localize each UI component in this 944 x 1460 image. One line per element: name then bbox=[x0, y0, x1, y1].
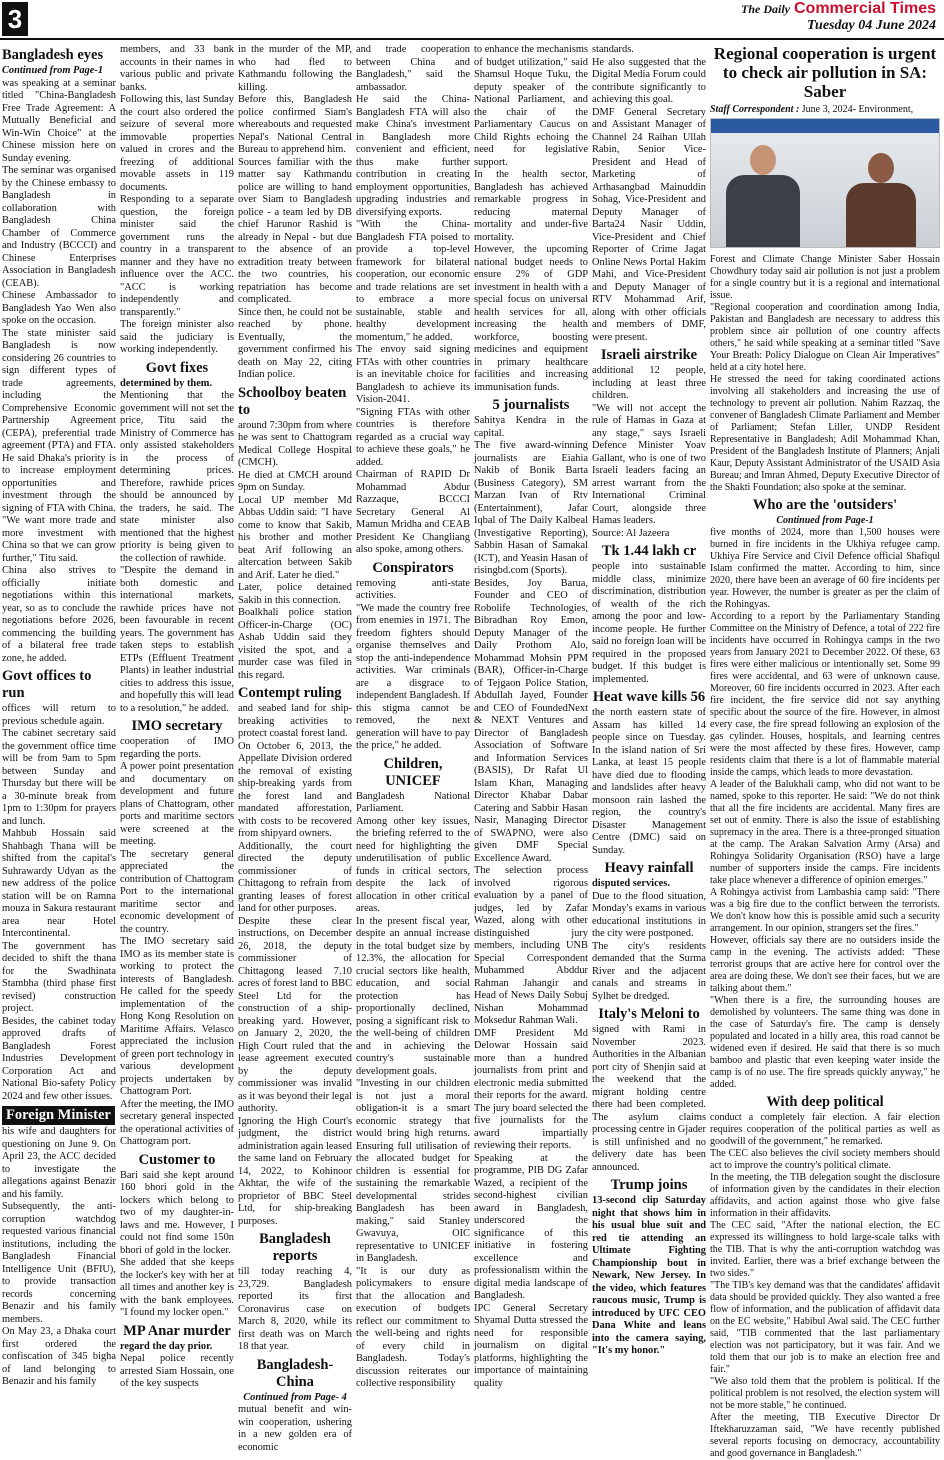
source-note: Source: Al Jazeera bbox=[592, 527, 670, 539]
paragraph: 13-second clip Saturday night that shows him in his usual blue suit and red tie attending an Ultimate Fighting Championship bout in Newark, New Jersey. In the video, which features raucous music, Trump is introduced by UFC CEO Dana White and leans into the camera saying, "It's my honor." bbox=[592, 1195, 706, 1356]
paragraph: The city's residents demanded that the Surma River and the adjacent canals and streams in Sylhet be dredged. bbox=[592, 940, 706, 1002]
paragraph: "We also told them that the problem is political. If the political problem is not resolved, the election system will not be more stable," he continued. bbox=[710, 1376, 940, 1411]
paper-brand: Commercial Times bbox=[794, 0, 936, 17]
column-1 bbox=[2, 44, 116, 1435]
paragraph: his wife and daughters for questioning on June 9. On April 23, the ACC decided to investigate the allegations against Benazir and his family. bbox=[2, 1126, 116, 1200]
paragraph: till today reaching 4, 23,729. Bangladesh reported its first Coronavirus case on March 8, 2020, while its first death was on March 18 that year. bbox=[238, 1266, 352, 1352]
dateline: June 3, 2024- Environment, bbox=[801, 104, 914, 115]
paragraph: She added that she keeps the locker's key with her at all times and another key is with the bank employees. "I found my locker open." bbox=[120, 1257, 234, 1318]
paragraph: in the murder of the MP, who had fled to Kathmandu following the killing. bbox=[238, 44, 352, 93]
paragraph: "We made the country free from enemies in 1971. The freedom fighters should organise themselves and stop the anti-independence activities. War criminals are a disgrace to independent Bangladesh. If this stigma cannot be removed, the next generation will have to pay the price," he added. bbox=[356, 602, 470, 751]
paragraph: was speaking at a seminar titled "China-Bangladesh Free Trade Agreement: A Mutually Beneficial and Win-Win Choice" at the Chinese mission here on Sunday evening. bbox=[2, 77, 116, 164]
photo-backdrop-banner bbox=[711, 119, 939, 133]
paragraph: According to a report by the Parliamentary Standing Committee on the Ministry of Defence, a total of 222 fire incidents have occurred in Rohingya camps in the two years from January 2021 to December 2022. Of these, 63 fires were either malicious or intentionally set. Some 99 fires were accidental, and 63 were of unknown cause. Moreover, 60 fire incidents occurred in 2023. After each fire incident, the fire service did not say anything specific about the source of the fire. However, in almost every case, the fire spread following an explosion of the gas cylinder. Houses, hospitals, and learning centres were the most affected by these fires. However, camp residents claim that there is a lot of flammable material inside the camps, which leads to more devastation. bbox=[710, 611, 940, 778]
paragraph: The cabinet secretary said the government office time will be from 9am to 5pm between Sunday and Thursday but there will be a 30-minute break from 1pm to 1:30pm for prayers and lunch. bbox=[2, 728, 116, 827]
paragraph: He died at CMCH around 9pm on Sunday. bbox=[238, 469, 352, 493]
paragraph: the north eastern state of Assam has killed 14 people since on Tuesday. In the island nation of Sri Lanka, at least 15 people have died due to flooding and landslides after heavy monsoon rain lashed the region, the country's Disaster Management Centre (DMC) said on Sunday. bbox=[592, 707, 706, 856]
paragraph: mutual benefit and win-win cooperation, ushering in a new golden era of economic bbox=[238, 1404, 352, 1453]
column-4 bbox=[356, 44, 470, 1435]
paragraph: Mahbub Hossain said Shahbagh Thana will be shifted from the capital's Suhrawardy Udyan as the new address of the police station will be on Ramna mouza in Sakura restaurant area near Hotel Intercontinental. bbox=[2, 828, 116, 939]
paragraph: Forest and Climate Change Minister Saber Hossain Chowdhury today said air pollution is not just a problem for a single country but it is a regional and international issue. bbox=[710, 254, 940, 301]
paragraph: Besides, Joy Barua, Founder and CEO of Robolife Technologies, Bibradhan Roy Emon, Deputy Manager of the Daily Prothom Alo, Mohammad Mohsin PPM (BAR), Officer-in-Charge of Tejgaon Police Station, Abdullah Jayed, Founder and CEO of FoundedNext & NEXT Ventures and Director of Bangladesh Association of Software and Information Services (BASIS), Dr Rafat Ul Islam Khan, Managing Director Khabar Dabar Catering and Sabbir Hasan Nasir, Managing Director of SWAPNO, were also given DMF Special Excellence Award. bbox=[474, 577, 588, 864]
paragraph: to enhance the mechanisms of budget utilization," said Shamsul Hoque Tuku, the deputy speaker of the National Parliament, and the chair of the Parliamentary Caucus on Child Rights echoing the need for legislative support. bbox=[474, 44, 588, 168]
column-6 bbox=[592, 44, 706, 1435]
paragraph: In the present fiscal year, despite an annual increase in the total budget size by 12.3%, the allocation for crucial sectors like health, education, and social protection has proportionally declined, posing a significant risk to the well-being of children and in achieving the country's sustainable development goals. bbox=[356, 915, 470, 1077]
paragraph: Local UP member Md Abbas Uddin said: "I have come to know that Sakib, his brother and mother beat Arif following an altercation between Sakib and Arif. Later he died." bbox=[238, 494, 352, 581]
paragraph: The government has decided to shift the thana for the Swadhinata Stambha (third phase first revised) construction project. bbox=[2, 940, 116, 1014]
paragraph: Mentioning that the government will not set the price, Titu said the Ministry of Commerce has only assisted stakeholders in the process of determining prices. Therefore, rawhide prices should be announced by the traders, he said. The state minister also mentioned that the highest priority is being given to the collection of rawhide. bbox=[120, 390, 234, 564]
paragraph: "Despite the demand in both domestic and international markets, rawhide prices have not been favourable in recent years. The government has taken steps to establish ETPs (Effluent Treatment Plants) in leather industrial cities to address this issue, and hopefully this will lead to a resolution," he added. bbox=[120, 565, 234, 714]
paragraph: Nepal police recently arrested Siam Hossain, one of the key suspects bbox=[120, 1353, 234, 1389]
headline-children-unicef: Children, UNICEF bbox=[383, 755, 443, 789]
paragraph: Later, police detained Sakib in this connection. bbox=[238, 582, 352, 606]
paragraph: However, officials say there are no outsiders inside the camp in the evening. The activists added: "These terrorist groups that are active here for control over the area are doing these. We don't see their faces, but we are talking about them." bbox=[710, 935, 940, 994]
column-2 bbox=[120, 44, 234, 1435]
paragraph: signed with Rami in November 2023. Authorities in the Albanian port city of Shenjin said at the weekend that the migrant holding centre there had been completed. The asylum claims processing centre in Gjader is still unfinished and no delivery date has been announced. bbox=[592, 1024, 706, 1173]
continued-note: Continued from Page-1 bbox=[776, 515, 874, 526]
paragraph: additional 12 people, including at least three children. bbox=[592, 365, 706, 401]
paragraph: standards. bbox=[592, 44, 634, 55]
headline-mp-anar-murder: MP Anar murder bbox=[123, 1322, 231, 1339]
continued-note: Continued from Page-1 bbox=[2, 65, 104, 76]
headline-israeli-airstrike: Israeli airstrike bbox=[600, 347, 698, 363]
paper-name-prefix: The Daily bbox=[741, 2, 790, 16]
paragraph: Due to the flood situation, Monday's exams in various educational institutions in the city were postponed. bbox=[592, 890, 706, 939]
seminar-photo bbox=[710, 118, 940, 248]
paragraph: "When there is a fire, the surrounding houses are demolished by volunteers. The same thing was done in the case of Saturday's fire. The camp is densely populated and located in a hilly area, this road cannot be widened even if desired. He said that there is so much bamboo and plastic that even keeping water inside the camp is of no use. The fire spreads quickly anyway," he added. bbox=[710, 995, 940, 1090]
paragraph: The secretary general appreciated the contribution of Chattogram Port to the international maritime sector and economic development of the country. bbox=[120, 848, 234, 935]
paragraph: The five award-winning journalists are Eiahia Nakib of Bonik Barta (Business Category), SM Marzan Ivan of Rtv (Entertainment), Jafar Iqbal of The Daily Kalbeal (Investigative Reporting), Sabbin Hasan of Samakal (ICT), and Yeasin Hasan of risingbd.com (Sports). bbox=[474, 440, 588, 576]
masthead-rule bbox=[0, 38, 944, 40]
paragraph: Besides, the cabinet today approved drafts of Bangladesh Forest Industries Development Corporation Act and National Bio-safety Policy 2024 and few other issues. bbox=[2, 1015, 116, 1102]
continued-note: Continued from Page- 4 bbox=[243, 1391, 347, 1403]
paragraph: However, the upcoming national budget needs to ensure 2% of GDP investment in health with a special focus on universal health services for all, increasing the health workforce, boosting medicines and equipment in primary healthcare facilities and increasing immunisation funds. bbox=[474, 244, 588, 393]
paragraph: Among other key issues, the briefing referred to the need for highlighting the underutilisation of public funds in critical sectors, despite the lack of allocation in other critical areas. bbox=[356, 815, 470, 914]
paragraph: "Signing FTAs with other countries is therefore regarded as a crucial way to achieve these goals," he added. bbox=[356, 406, 470, 468]
paragraph: In the health sector, Bangladesh has achieved remarkable progress in reducing maternal mortality and under-five mortality. bbox=[474, 169, 588, 243]
column-3 bbox=[238, 44, 352, 1453]
paragraph: "Investing in our children is not just a moral obligation-it is a smart economic strategy that would bring high returns. Ensuring full utilisation of the allocated budget for children is essential for sustaining the remarkable developmental strides Bangladesh has been making," said Stanley Gwavuya, OIC representative to UNICEF in Bangladesh. bbox=[356, 1078, 470, 1264]
paragraph: Ignoring the High Court's judgment, the district administration again leased the same land on February 14, 2022, to Kohinoor Akhtar, the wife of the proprietor of BBC Steel Ltd, for ship-breaking purposes. bbox=[238, 1115, 352, 1227]
paragraph: After the meeting, TIB Executive Director Dr Iftekharuzzaman said, "We have recently published several reports focusing on democracy, accountability and good governance in Bangladesh." bbox=[710, 1412, 940, 1459]
paragraph: The CEC also believes the civil society members should act to improve the country's political climate. bbox=[710, 1148, 940, 1171]
paragraph: The CEC said, "After the national election, the EC expressed its willingness to hold large-scale talks with the TIB. That is why the anti-corruption watchdog was invited. Earlier, there was a brief exchange between the two sides." bbox=[710, 1220, 940, 1279]
paragraph: The seminar was organised by the Chinese embassy to Bangladesh in collaboration with Bangladesh China Chamber of Commerce and Industry (BCCCI) and Chinese Enterprises Association in Bangladesh (CEAB). bbox=[2, 165, 116, 289]
paragraph: "It is our duty as policymakers to ensure that the allocation and execution of budgets reflect our commitment to the well-being and rights of every child in Bangladesh. Today's discussion reiterates our collective responsibility bbox=[356, 1265, 470, 1389]
paragraph: DMF General Secretary and Assistant Manager of Channel 24 Raihan Ullah Rabin, Senior Vice-President and Head of Marketing of Arthasangbad Mainuddin Sohag, Vice-President and Deputy Manager of Barta24 Nasir Uddin, Vice-President and Chief Reporter of Crime Jagat Online News Portal Hakim Mahi, and Vice-President and Deputy Manager of RTV Mohammad Arif, along with other officials and members of DMF, were present. bbox=[592, 106, 706, 343]
paragraph: The state minister said Bangladesh is now considering 26 countries to sign different types of trade agreements, including the Comprehensive Economic Partnership Agreement (CEPA), preferential trade agreement (PTA) and FTA. He said Dhaka's priority is to increase employment opportunities and investment through the signing of FTA with China. bbox=[2, 327, 116, 514]
paragraph: The IMO secretary said IMO as its member state is working to protect the interests of Bangladesh. He called for the speedy implementation of the Hong Kong Resolution on Maritime Affairs. Velasco appreciated the inclusion of green port technology in various development projects undertaken by Chattogram Port. bbox=[120, 936, 234, 1097]
lead-line: regard the day prior. bbox=[120, 1340, 213, 1352]
paragraph: He also suggested that the Digital Media Forum could contribute significantly to achieving this goal. bbox=[592, 56, 706, 105]
paragraph: Chairman of RAPID Dr Mohammad Abdur Razzaque, BCCCI Secretary General Al Mamun Mridha and CEAB President Ke Changliang also spoke, among others. bbox=[356, 469, 470, 555]
paragraph: Before this, Bangladesh police confirmed Siam's whereabouts and requested Nepal's National Central Bureau to apprehend him. bbox=[238, 94, 352, 155]
paragraph: Additionally, the court directed the deputy commissioner of Chittagong to refrain from granting leases of forest land for other purposes. bbox=[238, 840, 352, 914]
paragraph: A leader of the Balukhali camp, who did not want to be named, spoke to this reporter. He said: "We do not think that all the fire incidents are accidental. Many fires are set out of enmity. There is also the issue of establishing supremacy in the area. There is a three-pronged situation at the camp. The Arakan Salvation Army (Arsa) and Rohingya Solidarity Organisation (RSO) have a large number of supporters inside the camps. Fire incidents take place whenever a difference of opinion emerges." bbox=[710, 779, 940, 886]
headline-govt-offices: Govt offices to run bbox=[2, 668, 92, 701]
paragraph: The foreign minister also said the judiciary is working independently. bbox=[120, 319, 234, 355]
paragraph: "With the China-Bangladesh FTA poised to provide a top-level framework for bilateral cooperation, our economic and trade relations are set to embrace a more sustainable, stable and healthy development momentum," he added. bbox=[356, 219, 470, 343]
headline-regional-cooperation: Regional cooperation is urgent to check air pollution in SA: Saber bbox=[713, 44, 937, 101]
headline-heat-wave: Heat wave kills 56 bbox=[592, 689, 706, 705]
headline-bangladesh-china: Bangladesh-China bbox=[256, 1356, 334, 1390]
paragraph: "The TIB's key demand was that the candidates' affidavit data should be provided quickly. They also wanted a free flow of information, and the publication of affidavit data on the EC website," Habibul Awal said. The CEC further said, "TIB commented that the last parliamentary election was not participatory, but it was fair. And we told them that our job is to make an election free and fair." bbox=[710, 1280, 940, 1375]
paragraph: Responding to a separate question, the foreign minister said the government runs the country in a transparent manner and they have no influence over the ACC. "ACC is working independently and transparently." bbox=[120, 194, 234, 318]
paragraph: cooperation of IMO regarding the ports. bbox=[120, 736, 234, 760]
issue-date: Tuesday 04 June 2024 bbox=[807, 18, 936, 33]
paragraph: conduct a completely fair election. A fair election requires cooperation of the political parties as well as goodwill of the government," he remarked. bbox=[710, 1112, 940, 1147]
paragraph: China also strives to officially initiate negotiations within this year, so as to conclude the negotiations before 2026, commencing the building of a bilateral free trade zone, he added. bbox=[2, 565, 116, 664]
photo-person-panelist bbox=[841, 143, 921, 247]
paragraph: He stressed the need for taking coordinated actions involving all stakeholders and increasing the use of technology to prevent air pollution. Nahim Razzaq, the convener of Bangladesh Climate Parliament and Member of Parliament; Stefan Liller, UNDP Resident Representative in Bangladesh; Adil Mohammad Khan, President of the Bangladesh Institute of Planners; Anjali Kaur, Deputy Assistant Administrator of the USAID Asia Bureau; and Imran Ahmed, Deputy Executive Director of the Shakti Foundation; also spoke at the seminar. bbox=[710, 374, 940, 493]
headline-bangladesh-reports: Bangladesh reports bbox=[259, 1231, 331, 1264]
headline-conspirators: Conspirators bbox=[372, 559, 454, 576]
lead-line: determined by them. bbox=[120, 377, 213, 389]
paragraph: A Rohingya activist from Lambashia camp said: "There was a big fire due to the conflict between the terrorists. We don't know how this is possible amid such a security arrangement. In our opinion, strangers set the fires." bbox=[710, 887, 940, 934]
paragraph: On May 23, a Dhaka court first ordered the confiscation of 345 bigha of land belonging to Benazir and his family bbox=[2, 1326, 116, 1387]
paragraph: Subsequently, the anti-corruption watchdog requested various financial institutions, including the Bangladesh Financial Intelligence Unit (BFIU), to provide transaction records concerning Benazir and his family members. bbox=[2, 1201, 116, 1325]
headline-tk-144-lakh-cr: Tk 1.44 lakh cr bbox=[601, 543, 697, 559]
paragraph: offices will return to previous schedule again. bbox=[2, 703, 116, 727]
headline-contempt-ruling: Contempt ruling bbox=[238, 685, 342, 701]
paragraph: In the meeting, the TIB delegation sought the disclosure of information given by the candidates in their election affidavits, and action against those who give false information in their affidavits. bbox=[710, 1172, 940, 1219]
column-5 bbox=[474, 44, 588, 1435]
lead-line: disputed services. bbox=[592, 878, 670, 889]
headline-govt-fixes: Govt fixes bbox=[145, 359, 209, 376]
paragraph: removing anti-state activities. bbox=[356, 577, 470, 601]
paragraph: He said the China-Bangladesh FTA will also make China's investment in Bangladesh more convenient and efficient, thus make further contribution in creating employment opportunities, upgrading industries and diversifying exports. bbox=[356, 94, 470, 218]
paragraph: around 7:30pm from where he was sent to Chattogram Medical College Hospital (CMCH). bbox=[238, 419, 352, 468]
paragraph: The envoy said signing FTAs with other countries is an inevitable choice for Bangladesh to achieve its Vision-2041. bbox=[356, 344, 470, 405]
paragraph: members, and 33 bank accounts in their names in various public and private banks. bbox=[120, 44, 234, 93]
paragraph: people into sustainable middle class, minimize discrimination, distribution of wealth of the rich among the poor and low-income people. He further said no foreign loan will be required in the proposed budget. If this budget is implemented. bbox=[592, 561, 706, 685]
paragraph: Boalkhali police station Officer-in-Charge (OC) Ashab Uddin said they visited the spot, and a murder case was filed in this regard. bbox=[238, 607, 352, 681]
paragraph: and trade cooperation between China and Bangladesh," said the ambassador. bbox=[356, 44, 470, 93]
column-7 bbox=[710, 44, 940, 1459]
paragraph: Following this, last Sunday the court also ordered the seizure of several more immovable properties valued in crores and the freezing of additional movable assets in 119 documents. bbox=[120, 94, 234, 193]
paragraph: Speaking at the programme, PIB DG Zafar Wazed, a recipient of the second-highest civilian award in Bangladesh, underscored the significance of this initiative in fostering excellence and professionalism within the digital media landscape of Bangladesh. bbox=[474, 1152, 588, 1301]
headline-heavy-rainfall: Heavy rainfall bbox=[604, 860, 694, 876]
paragraph: Since then, he could not be reached by phone. Eventually, the government confirmed his death on May 22, citing Indian police. bbox=[238, 306, 352, 380]
paragraph: DMF President Md Delowar Hossain said more than a hundred journalists from print and electronic media submitted their reports for the award. The jury board selected the five journalists for the award impartially reviewing their reports. bbox=[474, 1027, 588, 1151]
paragraph: "Regional cooperation and coordination among India, Pakistan and Bangladesh are necessary to address this problem since air pollution of one country affects others," he said while speaking at a seminar titled "Save Your Breath: Policy Dialogue on Clean Air Imperatives" held at a city hotel here. bbox=[710, 302, 940, 373]
paper-name bbox=[741, 0, 936, 18]
paragraph: "We will not accept the rule of Hamas in Gaza at any stage," says Israeli Defence Minister Yoav Gallant, who is one of two Israeli leaders facing an arrest warrant from the International Criminal Court, alongside three Hamas leaders. bbox=[592, 402, 706, 526]
paragraph: Sahitya Kendra in the capital. bbox=[474, 415, 588, 439]
byline: Staff Correspondent : bbox=[710, 104, 800, 115]
paragraph: After the meeting, the IMO secretary general inspected the operational activities of Chattogram port. bbox=[120, 1098, 234, 1147]
masthead bbox=[0, 0, 944, 40]
headline-5-journalists: 5 journalists bbox=[492, 397, 570, 413]
paragraph: IPC General Secretary Shyamal Dutta stressed the need for responsible journalism on digital platforms, highlighting the importance of maintaining quality bbox=[474, 1302, 588, 1389]
headline-outsiders: Who are the 'outsiders' bbox=[752, 497, 898, 513]
paragraph: Sources familiar with the matter say Kathmandu police are willing to hand over Siam to Bangladesh police - a team led by DB chief Harunor Rashid is already in Nepal - but due to the absence of an extradition treaty between the two countries, his repatriation has become complicated. bbox=[238, 156, 352, 305]
paragraph: five months of 2024, more than 1,500 houses were burned in fire incidents in the Ukhiya refugee camp. Ukhiya Fire Service and Civil Defence official Shafiqul Islam confirmed the matter. According to him, since 2020, there have been an average of 60 fire incidents per year. However, the number is greater as per the claim of the Rohingyas. bbox=[710, 527, 940, 610]
paragraph: On October 6, 2013, the Appellate Division ordered the removal of existing ship-breaking yards from the forest land and mandated afforestation, with costs to be recovered from shipyard owners. bbox=[238, 740, 352, 839]
headline-trump-joins: Trump joins bbox=[610, 1177, 688, 1193]
headline-deep-political: With deep political bbox=[766, 1094, 884, 1110]
headline-imo-secretary: IMO secretary bbox=[131, 718, 223, 734]
paragraph: Chinese Ambassador to Bangladesh Yao Wen also spoke on the occasion. bbox=[2, 290, 116, 326]
paragraph: A power point presentation and documentary on development and future plans of Chattogram, other ports and maritime sectors were screened at the meeting. bbox=[120, 761, 234, 847]
page-number: 3 bbox=[2, 2, 28, 36]
headline-italy-meloni: Italy's Meloni to bbox=[598, 1006, 700, 1022]
photo-person-speaker bbox=[723, 137, 803, 247]
paragraph: Despite these clear instructions, on December 26, 2018, the deputy commissioner of Chittagong leased 7.10 acres of forest land to BBC Steel Ltd for the construction of a ship-breaking yard. However, on January 2, 2020, the High Court ruled that the lease agreement executed by the deputy commissioner was invalid as it was beyond their legal authority. bbox=[238, 915, 352, 1114]
paragraph: The selection process involved rigorous evaluation by a panel of judges, led by Zafar Wazed, along with other distinguished jury members, including UNB Special Correspondent Muhammed Abddur Rahman Jahangir and Head of News Daily Sobuj Nishan Mohammad Moksedur Rahman Wali. bbox=[474, 865, 588, 1026]
headline-foreign-minister: Foreign Minister bbox=[2, 1106, 115, 1125]
paragraph: "We want more trade and more investment with China so that we can grow further," Titu said. bbox=[2, 515, 116, 564]
headline-customer-to: Customer to bbox=[138, 1151, 216, 1168]
paragraph: Bari said she kept around 160 bhori gold in the lockers which belong to two of my daughter-in-laws and me. However, I could not find some 150n bhori of gold in the locker. bbox=[120, 1169, 234, 1256]
headline-schoolboy-beaten: Schoolboy beaten to bbox=[238, 384, 347, 418]
paragraph: Bangladesh National Parliament. bbox=[356, 790, 470, 814]
headline-bangladesh-eyes: Bangladesh eyes bbox=[2, 47, 104, 63]
paragraph: and seabed land for ship-breaking activities to protect coastal forest land. bbox=[238, 703, 352, 739]
